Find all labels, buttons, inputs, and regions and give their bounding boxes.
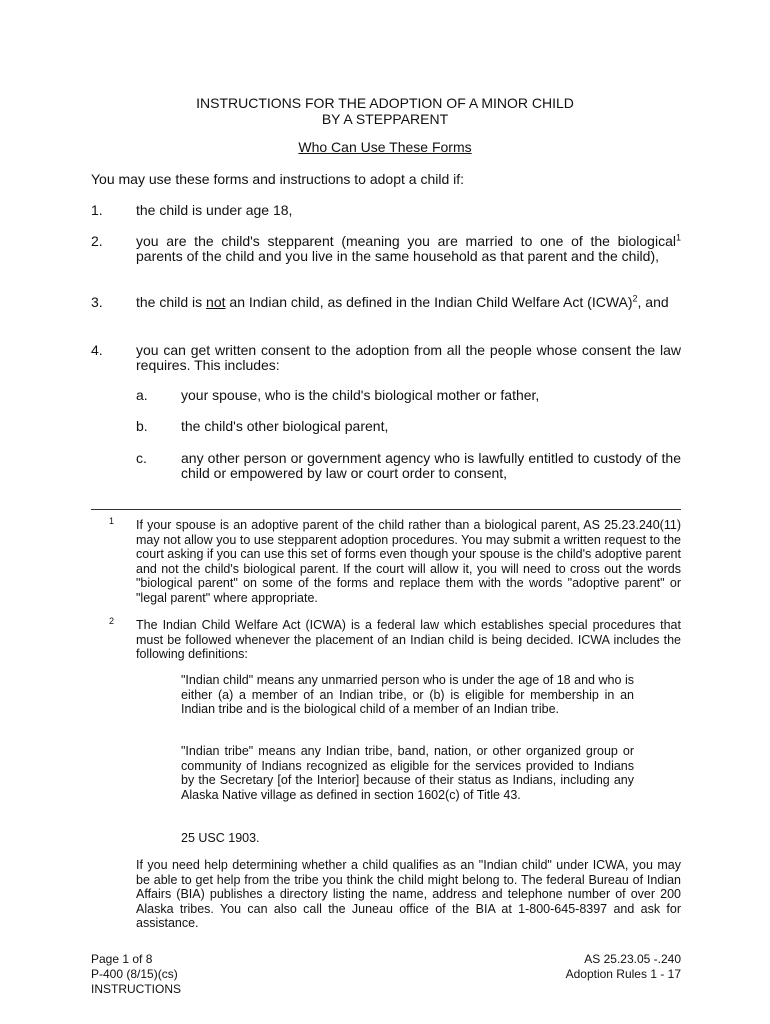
- rules-citation: Adoption Rules 1 - 17: [565, 967, 681, 981]
- list-item-number: 4.: [91, 342, 103, 358]
- footnote-mark: 2: [109, 616, 115, 626]
- section-heading: Who Can Use These Forms: [298, 139, 472, 155]
- intro-text: You may use these forms and instructions to adopt a child if:: [91, 171, 465, 187]
- statute-citation: AS 25.23.05 -.240: [584, 952, 681, 966]
- footnote-divider: [91, 509, 681, 510]
- list-item-text: you can get written consent to the adoption from all the people whose consent the law requires. This includes:: [136, 342, 681, 373]
- sub-item-text: your spouse, who is the child's biological mother or father,: [181, 387, 540, 403]
- footnote-text: The Indian Child Welfare Act (ICWA) is a federal law which establishes special procedures that must be followed whenever the placement of an Indian child is being decided. ICWA includes the following definitions:: [136, 618, 681, 661]
- document-title: [0, 95, 770, 127]
- footnote-ref-1[interactable]: 1: [675, 232, 681, 243]
- footnote-text: If your spouse is an adoptive parent of the child rather than a biological parent, AS 25.23.240(11) may not allow you to use stepparent adoption procedures. You may submit a written request to the court asking if you can use this set of forms even though your spouse is the child's adoptive parent and not the child's biological parent. If the court will allow it, you will need to cross out the words "biological parent" on some of the forms and replace them with the words "adoptive parent" or "legal parent" where appropriate.: [136, 518, 681, 605]
- sub-item-letter: a.: [136, 387, 148, 403]
- sub-item-text: the child's other biological parent,: [181, 418, 389, 434]
- list-item-text: the child is under age 18,: [136, 202, 293, 218]
- list-item-text: the child is not an Indian child, as defined in the Indian Child Welfare Act (ICWA)$^2$, and: [136, 293, 669, 310]
- definition-indian-child: "Indian child" means any unmarried person who is under the age of 18 and who is either (a) a member of an Indian tribe, or (b) is eligible for membership in an Indian tribe and is the biological child of a member of an Indian tribe.: [181, 673, 634, 716]
- definition-indian-tribe: "Indian tribe" means any Indian tribe, band, nation, or other organized group or community of Indians recognized as eligible for the services provided to Indians by the Secretary [of the Interior] because of their status as Indians, including any Alaska Native village as defined in section 1602(c) of Title 43.: [181, 744, 634, 802]
- sub-item-letter: c.: [136, 450, 147, 466]
- sub-item-letter: b.: [136, 418, 148, 434]
- list-item-text: you are the child's stepparent (meaning you are married to one of the biological$^1$ parents of the child and you live in the same household as that parent and the child),: [136, 232, 681, 264]
- title-line-1: INSTRUCTIONS FOR THE ADOPTION OF A MINOR CHILD: [196, 95, 574, 111]
- definition-citation: 25 USC 1903.: [181, 831, 260, 845]
- page-number: Page 1 of 8: [91, 952, 153, 966]
- list-item-number: 1.: [91, 202, 103, 218]
- form-type: INSTRUCTIONS: [91, 982, 181, 996]
- title-line-2: BY A STEPPARENT: [321, 111, 449, 127]
- footnote-ref-2[interactable]: 2: [632, 293, 638, 304]
- sub-item-text: any other person or government agency who is lawfully entitled to custody of the child or empowered by law or court order to consent,: [181, 450, 681, 481]
- footer-right: [566, 952, 681, 982]
- list-item-number: 2.: [91, 233, 103, 249]
- form-number: P-400 (8/15)(cs): [91, 967, 178, 981]
- footer-left: [91, 952, 181, 997]
- help-paragraph: If you need help determining whether a child qualifies as an "Indian child" under ICWA, you may be able to get help from the tribe you think the child might belong to. The federal Bureau of Indian Affairs (BIA) publishes a directory listing the name, address and telephone number of over 200 Alaska tribes. You can also call the Juneau office of the BIA at 1-800-645-8397 and ask for assistance.: [136, 858, 681, 930]
- list-item-number: 3.: [91, 294, 103, 310]
- footnote-mark: 1: [109, 516, 115, 526]
